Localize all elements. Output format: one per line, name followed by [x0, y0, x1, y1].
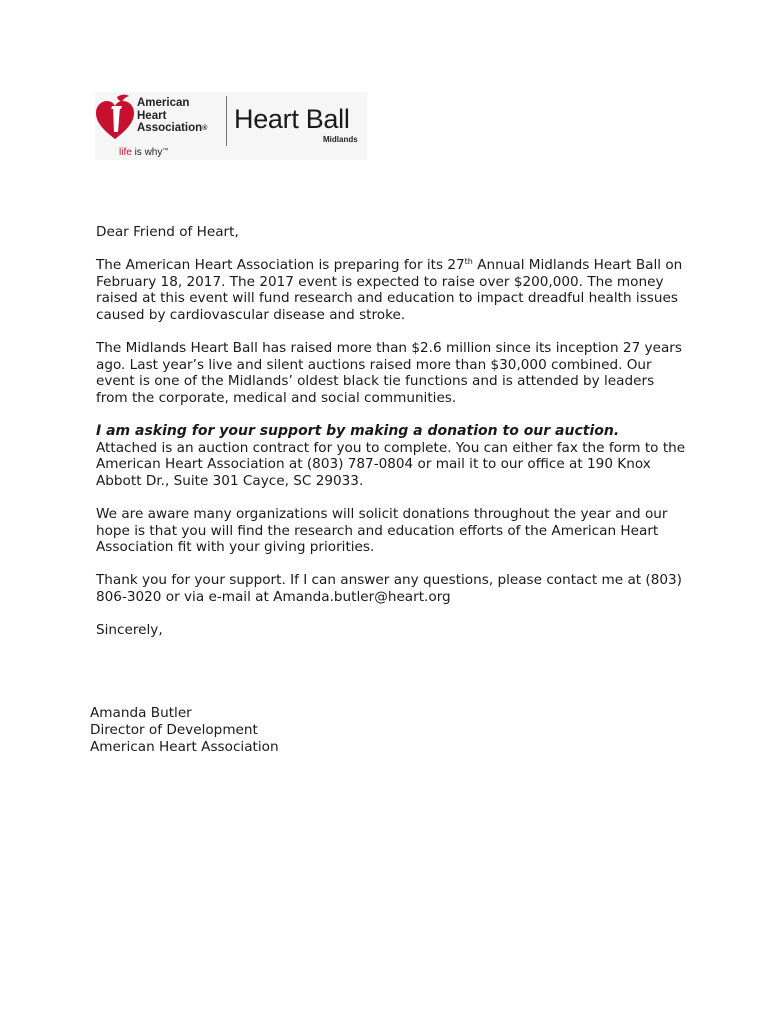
- org-name-line2: Heart: [137, 109, 167, 122]
- tagline-tm: ™: [162, 148, 169, 154]
- org-name-line1: American: [137, 97, 190, 109]
- logo-block: [95, 92, 367, 160]
- tagline-red: life: [119, 147, 132, 158]
- logo-divider: [226, 96, 227, 146]
- donation-request: I am asking for your support by making a donation to our auction.: [96, 423, 620, 440]
- signer-org: American Heart Association: [90, 738, 279, 755]
- paragraph-1: The American Heart Association is preparing for its 27th Annual Midlands Heart Ball on February 18, 2017. The 2017 event is expected to raise over $200,000. The money raised at this event will fund research and education to impact dreadful health issues caused by cardiovascular disease and stroke.: [96, 257, 683, 323]
- paragraph-5: Thank you for your support. If I can answer any questions, please contact me at (803) 806-3020 or via e-mail at Amanda.butler@heart.org: [96, 572, 682, 606]
- closing: Sincerely,: [96, 622, 163, 639]
- paragraph-4: We are aware many organizations will solicit donations throughout the year and our hope is that you will find the research and education efforts of the American Heart Association fit with your giving priorities.: [96, 506, 668, 556]
- signer-title: Director of Development: [90, 721, 258, 738]
- paragraph-2: The Midlands Heart Ball has raised more than $2.6 million since its inception 27 years ago. Last year’s live and silent auctions raised more than $30,000 combined. Our event is one of the Midlands’ oldest black tie functions and is attended by leaders from the corporate, medical and social communities.: [96, 340, 682, 406]
- salutation: Dear Friend of Heart,: [96, 224, 239, 240]
- signer-name: Amanda Butler: [90, 705, 192, 721]
- heart-torch-icon: [95, 92, 135, 144]
- tagline: [119, 147, 168, 158]
- org-name-line3: Association®: [137, 122, 208, 134]
- event-title: Heart Ball: [234, 104, 350, 134]
- paragraph-3: I am asking for your support by making a donation to our auction. Attached is an auction contract for you to complete. You can either fax the form to the American Heart Association at (803) 787-0804 or mail it to our office at 190 Knox Abbott Dr., Suite 301 Cayce, SC 29033.: [96, 423, 686, 489]
- letter-body: [96, 224, 686, 655]
- tagline-rest: is why: [131, 147, 163, 158]
- event-subtitle: Midlands: [323, 135, 358, 144]
- org-name: [137, 97, 207, 136]
- signature-block: [90, 705, 279, 755]
